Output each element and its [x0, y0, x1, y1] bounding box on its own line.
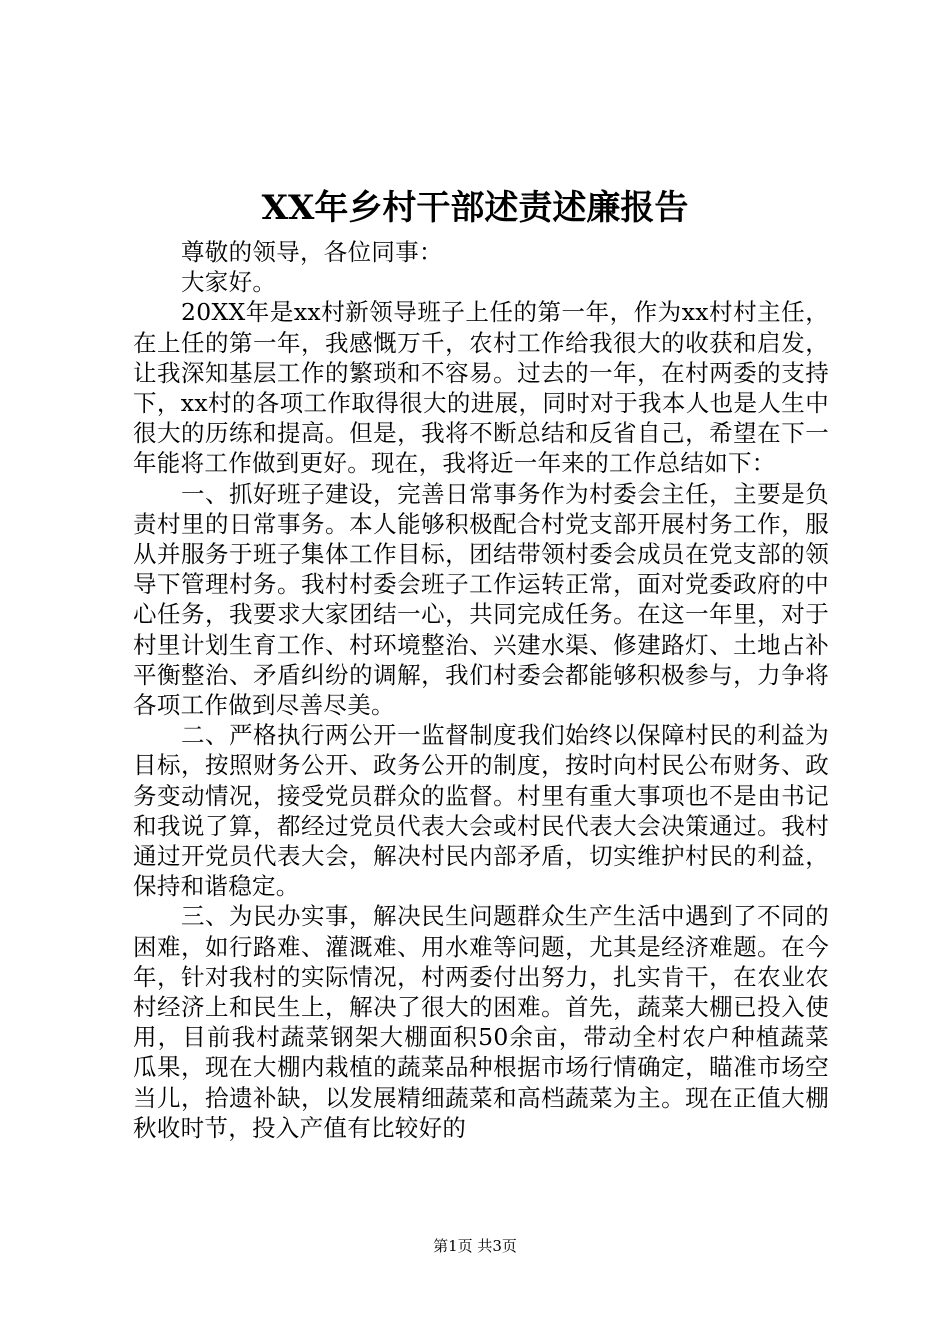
greeting-paragraph: 大家好。 — [181, 268, 277, 297]
document-title: XX年乡村干部述责述廉报告 — [261, 188, 689, 228]
document-body — [133, 237, 829, 1143]
intro-paragraph: 20XX年是xx村新领导班子上任的第一年，作为xx村村主任，在上任的第一年，我感慨万千，农村工作给我很大的收获和启发，让我深知基层工作的繁琐和不容易。过去的一年，在村两委的支持下，xx村的各项工作取得很大的进展，同时对于我本人也是人生中很大的历练和提高。但是，我将不断总结和反省自己，希望在下一年能将工作做到更好。现在，我将近一年来的工作总结如下： — [133, 298, 829, 478]
section-one-paragraph: 一、抓好班子建设，完善日常事务作为村委会主任，主要是负责村里的日常事务。本人能够积极配合村党支部开展村务工作，服从并服务于班子集体工作目标，团结带领村委会成员在党支部的领导下管理村务。我村村委会班子工作运转正常，面对党委政府的中心任务，我要求大家团结一心，共同完成任务。在这一年里，对于村里计划生育工作、村环境整治、兴建水渠、修建路灯、土地占补平衡整治、矛盾纠纷的调解，我们村委会都能够积极参与，力争将各项工作做到尽善尽美。 — [133, 479, 829, 720]
salutation-paragraph: 尊敬的领导，各位同事： — [181, 238, 443, 266]
section-two-paragraph: 二、严格执行两公开一监督制度我们始终以保障村民的利益为目标，按照财务公开、政务公开的制度，按时向村民公布财务、政务变动情况，接受党员群众的监督。村里有重大事项也不是由书记和我说了算，都经过党员代表大会或村民代表大会决策通过。我村通过开党员代表大会，解决村民内部矛盾，切实维护村民的利益，保持和谐稳定。 — [133, 721, 829, 901]
section-three-paragraph: 三、为民办实事，解决民生问题群众生产生活中遇到了不同的困难，如行路难、灌溉难、用水难等问题，尤其是经济难题。在今年，针对我村的实际情况，村两委付出努力，扎实肯干，在农业农村经济上和民生上，解决了很大的困难。首先，蔬菜大棚已投入使用，目前我村蔬菜钢架大棚面积50余亩，带动全村农户种植蔬菜瓜果，现在大棚内栽植的蔬菜品种根据市场行情确定，瞄准市场空当儿，拾遗补缺，以发展精细蔬菜和高档蔬菜为主。现在正值大棚秋收时节，投入产值有比较好的 — [133, 902, 829, 1142]
page-number-footer: 第1页 共3页 — [433, 1237, 517, 1255]
